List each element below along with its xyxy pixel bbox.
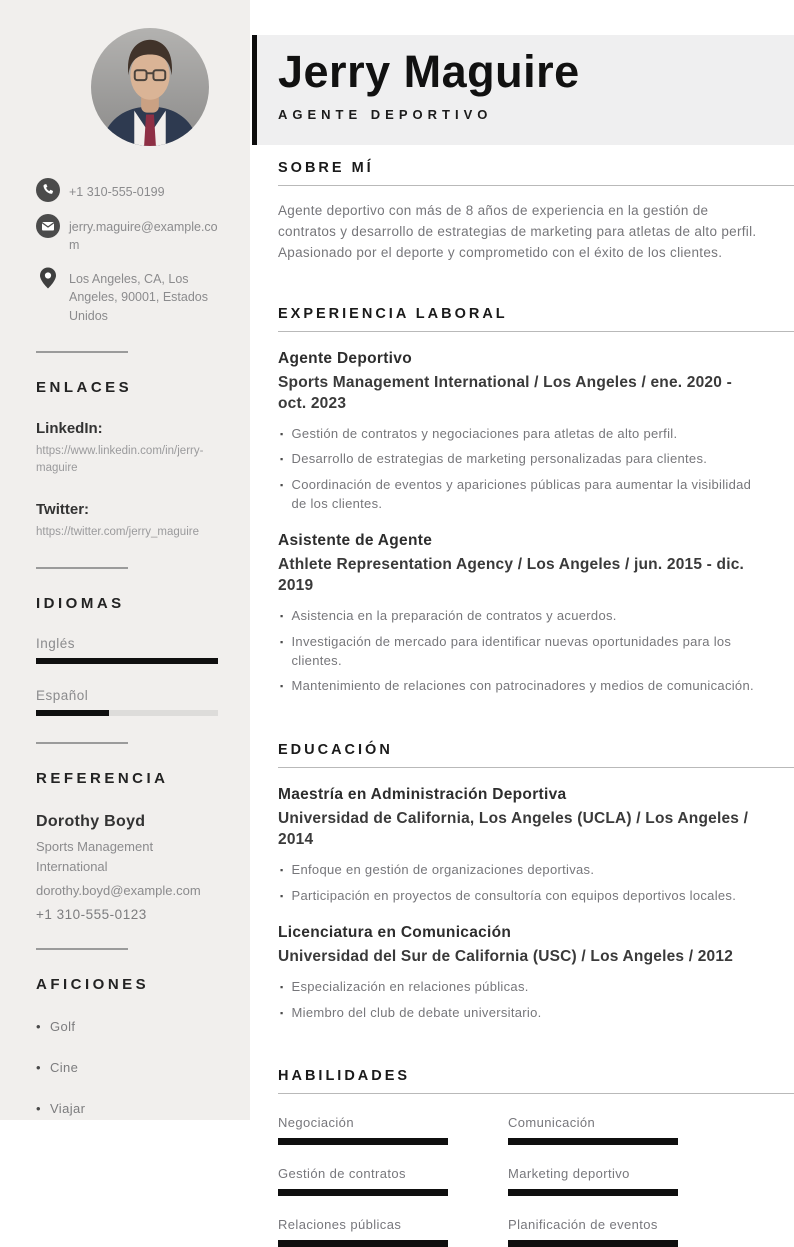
language-name: Inglés — [36, 636, 76, 652]
bullet-text: Mantenimiento de relaciones con patrocinadores y medios de comunicación. — [291, 678, 754, 694]
languages-heading: IDIOMAS — [36, 595, 125, 613]
skill-item — [508, 1115, 678, 1145]
bullet-square-icon: ▪ — [280, 865, 284, 876]
main-content — [250, 0, 794, 1233]
bullet-square-icon: ▪ — [280, 1007, 284, 1018]
hobby-label: Cine — [49, 1060, 79, 1076]
sidebar-divider — [36, 948, 128, 950]
hobby-label: Golf — [49, 1019, 76, 1035]
about-text: Agente deportivo con más de 8 años de experiencia en la gestión de contratos y desarrollo de estrategias de marketing para atletas de alto perfil. Apasionado por el deporte y comprometido con el éxito de los clientes. — [278, 203, 757, 260]
experience-heading: EXPERIENCIA LABORAL — [278, 305, 508, 322]
section-rule — [278, 1093, 794, 1094]
degree-title: Maestría en Administración Deportiva — [278, 786, 567, 804]
degree-bullets — [278, 978, 764, 1023]
skill-item — [508, 1217, 678, 1247]
bullet-dot-icon: • — [36, 1019, 41, 1035]
education-entry — [278, 924, 794, 1023]
experience-entry — [278, 350, 794, 514]
sidebar — [0, 0, 250, 1120]
hobby-item — [36, 1060, 250, 1075]
skills-section — [250, 1068, 794, 1247]
section-rule — [278, 331, 794, 332]
phone-icon — [36, 178, 60, 202]
skill-label: Gestión de contratos — [278, 1166, 406, 1182]
job-title: Asistente de Agente — [278, 531, 433, 549]
bullet-item — [278, 476, 764, 514]
skill-item — [278, 1115, 448, 1145]
language-level-bar — [36, 658, 218, 664]
about-heading: SOBRE MÍ — [278, 160, 374, 176]
avatar — [91, 28, 209, 146]
twitter-url: https://twitter.com/jerry_maguire — [36, 526, 199, 539]
education-heading: EDUCACIÓN — [278, 742, 393, 759]
links-heading: ENLACES — [36, 378, 133, 396]
reference-heading: REFERENCIA — [36, 770, 169, 788]
job-bullets — [278, 425, 764, 514]
language-level-track — [36, 658, 218, 664]
linkedin-url: https://www.linkedin.com/in/jerry-maguire — [36, 444, 204, 474]
language-item-spanish — [36, 688, 250, 716]
bullet-text: Participación en proyectos de consultoría con equipos deportivos locales. — [291, 887, 737, 903]
bullet-text: Desarrollo de estrategias de marketing personalizadas para clientes. — [291, 451, 708, 467]
bullet-text: Investigación de mercado para identificar nuevas oportunidades para los clientes. — [291, 633, 732, 668]
language-item-english — [36, 636, 250, 664]
language-level-track — [36, 710, 218, 716]
twitter-label: Twitter: — [36, 501, 90, 519]
about-section — [250, 160, 794, 264]
reference-phone: +1 310-555-0123 — [36, 907, 147, 923]
bullet-item — [278, 861, 764, 880]
bullet-square-icon: ▪ — [280, 636, 284, 647]
degree-title: Licenciatura en Comunicación — [278, 923, 512, 941]
link-item-twitter — [36, 501, 250, 541]
bullet-item — [278, 1004, 764, 1023]
section-rule — [278, 185, 794, 186]
contact-phone-row — [36, 178, 250, 202]
bullet-item — [278, 978, 764, 997]
skills-grid — [278, 1115, 794, 1247]
skill-bar — [508, 1138, 678, 1145]
skill-item — [278, 1217, 448, 1247]
sidebar-divider — [36, 351, 128, 353]
bullet-item — [278, 887, 764, 906]
hobby-label: Viajar — [49, 1101, 86, 1117]
section-rule — [278, 767, 794, 768]
bullet-square-icon: ▪ — [280, 480, 284, 491]
sidebar-divider — [36, 567, 128, 569]
skill-label: Planificación de eventos — [508, 1217, 658, 1233]
skill-bar — [278, 1138, 448, 1145]
degree-bullets — [278, 861, 764, 906]
skill-bar — [278, 1189, 448, 1196]
bullet-item — [278, 633, 764, 671]
job-meta: Athlete Representation Agency / Los Angeles / jun. 2015 - dic. 2019 — [278, 555, 745, 594]
person-job-title: AGENTE DEPORTIVO — [278, 107, 493, 122]
bullet-item — [278, 425, 764, 444]
email-icon — [36, 214, 60, 238]
name-header — [252, 35, 794, 145]
hobbies-heading: AFICIONES — [36, 976, 150, 994]
reference-name: Dorothy Boyd — [36, 813, 146, 831]
experience-section — [250, 306, 794, 696]
email-value: jerry.maguire@example.com — [69, 220, 218, 253]
phone-value: +1 310-555-0199 — [69, 185, 165, 199]
bullet-square-icon: ▪ — [280, 454, 284, 465]
bullet-dot-icon: • — [36, 1101, 41, 1117]
reference-company: Sports Management International — [36, 839, 154, 874]
bullet-item — [278, 677, 764, 696]
bullet-text: Especialización en relaciones públicas. — [291, 978, 529, 994]
language-name: Español — [36, 688, 89, 704]
bullet-text: Enfoque en gestión de organizaciones deportivas. — [291, 862, 595, 878]
link-item-linkedin — [36, 420, 250, 478]
skill-label: Comunicación — [508, 1115, 596, 1131]
contact-email-row — [36, 214, 250, 254]
location-value: Los Angeles, CA, Los Angeles, 90001, Estados Unidos — [69, 272, 208, 323]
skill-label: Negociación — [278, 1115, 354, 1131]
skill-bar — [508, 1189, 678, 1196]
contact-section — [36, 178, 250, 325]
hobby-item — [36, 1019, 250, 1034]
bullet-square-icon: ▪ — [280, 610, 284, 621]
education-section — [250, 742, 794, 1022]
sidebar-divider — [36, 742, 128, 744]
job-bullets — [278, 607, 764, 696]
experience-entry — [278, 532, 794, 696]
hobby-item — [36, 1101, 250, 1116]
skills-heading: HABILIDADES — [278, 1068, 411, 1085]
skill-item — [508, 1166, 678, 1196]
bullet-square-icon: ▪ — [280, 681, 284, 692]
reference-email: dorothy.boyd@example.com — [36, 883, 201, 899]
contact-location-row — [36, 266, 250, 324]
skill-bar — [278, 1240, 448, 1247]
linkedin-label: LinkedIn: — [36, 419, 103, 437]
bullet-text: Gestión de contratos y negociaciones para atletas de alto perfil. — [291, 425, 678, 441]
education-entry — [278, 786, 794, 906]
bullet-text: Asistencia en la preparación de contratos y acuerdos. — [291, 607, 617, 623]
skill-label: Relaciones públicas — [278, 1217, 402, 1233]
person-name: Jerry Maguire — [278, 46, 580, 97]
profile-photo — [91, 28, 209, 146]
bullet-text: Miembro del club de debate universitario. — [291, 1004, 542, 1020]
job-meta: Sports Management International / Los Angeles / ene. 2020 - oct. 2023 — [278, 373, 732, 412]
skill-label: Marketing deportivo — [508, 1166, 630, 1182]
skill-bar — [508, 1240, 678, 1247]
degree-meta: Universidad de California, Los Angeles (UCLA) / Los Angeles / 2014 — [278, 810, 749, 849]
bullet-item — [278, 607, 764, 626]
language-level-bar — [36, 710, 109, 716]
job-title: Agente Deportivo — [278, 349, 412, 367]
bullet-item — [278, 450, 764, 469]
bullet-square-icon: ▪ — [280, 428, 284, 439]
bullet-square-icon: ▪ — [280, 981, 284, 992]
location-icon — [36, 266, 60, 290]
bullet-dot-icon: • — [36, 1060, 41, 1076]
bullet-text: Coordinación de eventos y apariciones públicas para aumentar la visibilidad de los clientes. — [291, 477, 752, 512]
degree-meta: Universidad del Sur de California (USC) / Los Angeles / 2012 — [278, 947, 734, 965]
bullet-square-icon: ▪ — [280, 890, 284, 901]
skill-item — [278, 1166, 448, 1196]
